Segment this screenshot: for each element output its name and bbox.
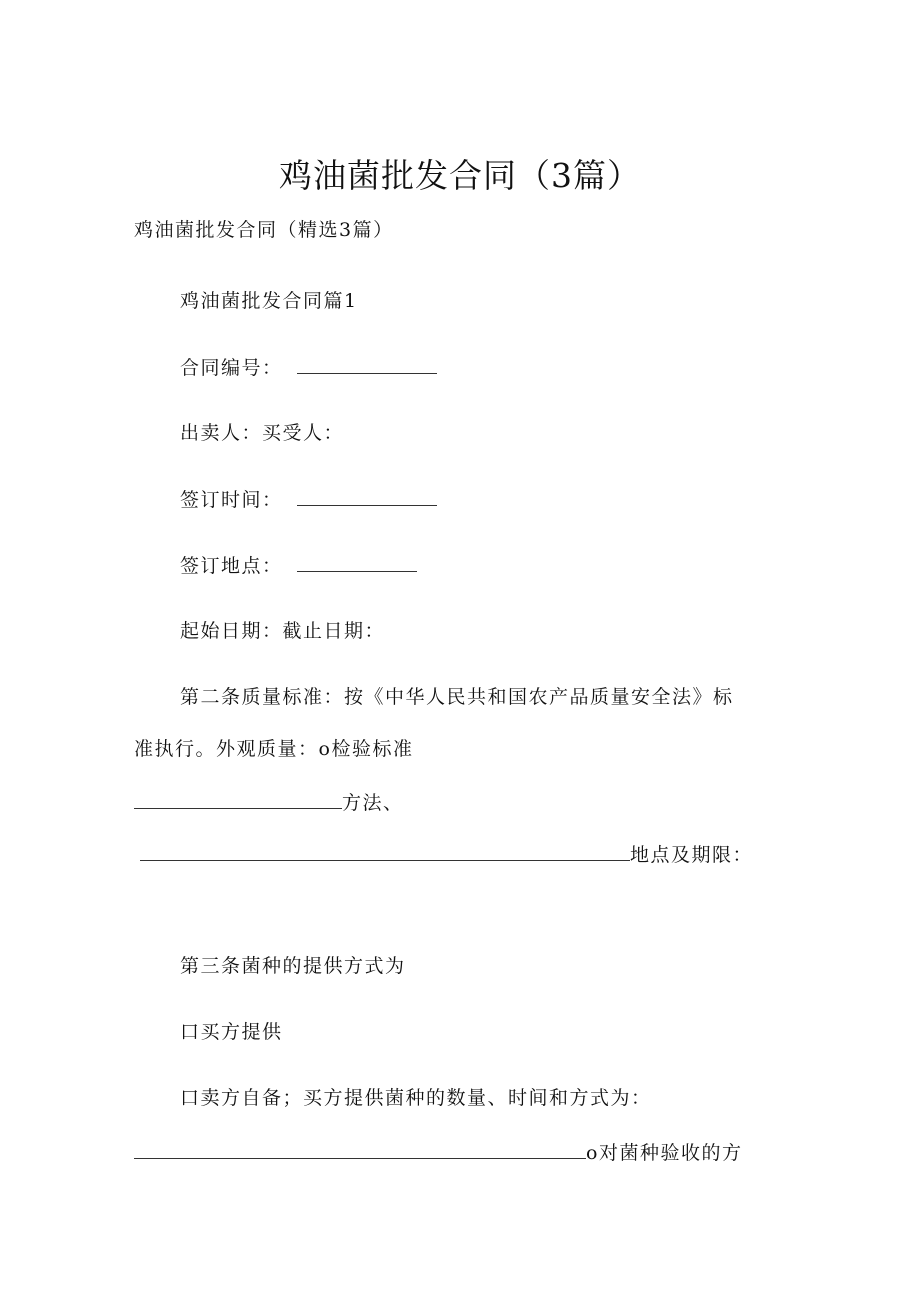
article3-tail-row xyxy=(134,1140,742,1165)
article3-option2: 口卖方自备；买方提供菌种的数量、时间和方式为： xyxy=(180,1087,652,1109)
document-title: 鸡油菌批发合同（3篇） xyxy=(279,156,641,195)
sign-time-row xyxy=(180,487,437,512)
sign-time-label: 签订时间： xyxy=(180,489,283,511)
article2-method-row xyxy=(134,790,404,815)
sign-place-blank xyxy=(297,553,417,572)
seed-supply-blank xyxy=(134,1140,586,1159)
sign-place-row xyxy=(180,553,417,578)
article3-heading: 第三条菌种的提供方式为 xyxy=(180,955,406,977)
method-suffix: 方法、 xyxy=(342,792,404,814)
place-blank xyxy=(140,842,630,861)
article2-line2: 准执行。外观质量：o检验标准 xyxy=(134,738,414,760)
parties-row: 出卖人：买受人： xyxy=(180,422,345,444)
article2-line1: 第二条质量标准：按《中华人民共和国农产品质量安全法》标 xyxy=(180,686,734,708)
sign-time-blank xyxy=(297,487,437,506)
document-subtitle: 鸡油菌批发合同（精选3篇） xyxy=(134,219,394,241)
section-heading: 鸡油菌批发合同篇1 xyxy=(180,290,358,312)
contract-number-blank xyxy=(297,355,437,374)
dates-row: 起始日期：截止日期： xyxy=(180,620,386,642)
method-blank xyxy=(134,790,342,809)
article3-option1: 口买方提供 xyxy=(180,1021,283,1043)
place-suffix: 地点及期限： xyxy=(630,844,754,866)
article3-tail: o对菌种验收的方 xyxy=(586,1142,743,1164)
article2-place-row xyxy=(140,842,753,867)
sign-place-label: 签订地点： xyxy=(180,555,283,577)
contract-number-label: 合同编号： xyxy=(180,357,283,379)
contract-number-row xyxy=(180,355,437,380)
